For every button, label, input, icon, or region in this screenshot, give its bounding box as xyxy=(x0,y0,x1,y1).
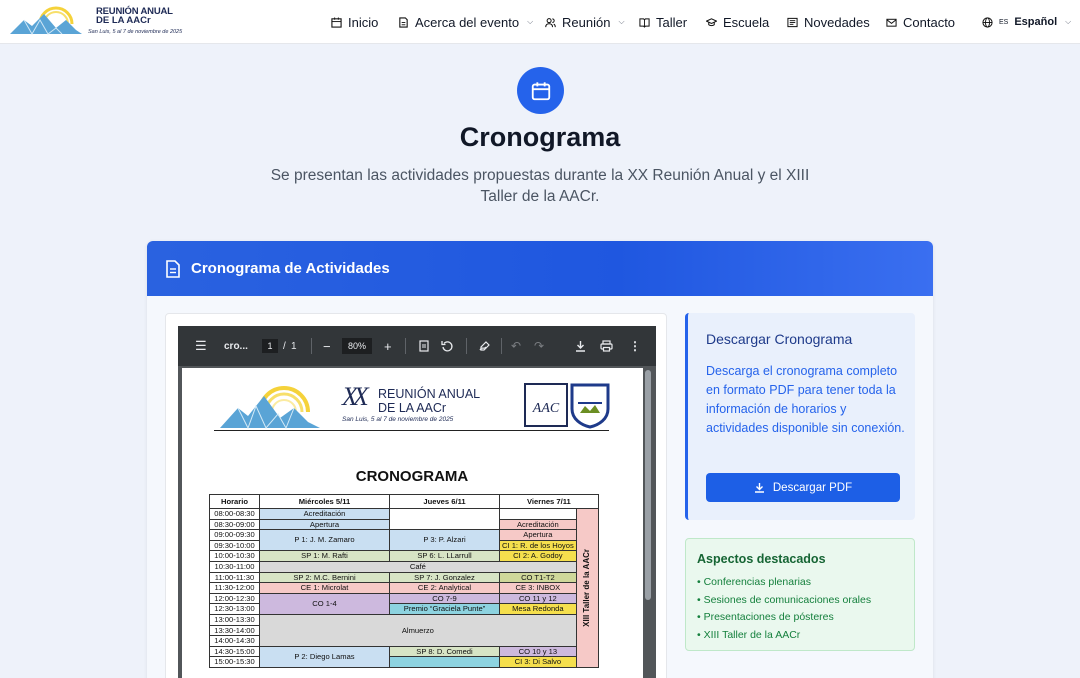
schedule-cell xyxy=(500,509,577,520)
time-cell: 13:30-14:00 xyxy=(210,625,260,636)
document-icon xyxy=(398,17,409,28)
menu-icon[interactable]: ☰ xyxy=(195,338,207,353)
download-panel xyxy=(685,313,915,520)
schedule-cell: P 2: Diego Lamas xyxy=(260,646,390,667)
schedule-cell: SP 1: M. Rafti xyxy=(260,551,390,562)
schedule-cell: CO 10 y 13 xyxy=(500,646,577,657)
page-count: 1 xyxy=(291,340,297,352)
highlights-list xyxy=(697,574,871,644)
users-icon xyxy=(545,17,556,28)
toolbar-divider xyxy=(466,338,467,354)
download-icon xyxy=(754,482,765,493)
globe-icon xyxy=(982,17,993,28)
nav-label: Contacto xyxy=(903,14,956,30)
list-item: • Presentaciones de pósteres xyxy=(697,611,834,623)
annotate-icon[interactable] xyxy=(478,340,491,353)
document-icon xyxy=(165,260,181,278)
taller-label: XIII Taller de la AACr xyxy=(582,549,592,627)
pdf-scrollbar[interactable] xyxy=(645,370,651,600)
calendar-icon xyxy=(331,17,342,28)
time-cell: 08:30-09:00 xyxy=(210,519,260,530)
pdf-header-line1: REUNIÓN ANUAL xyxy=(378,387,481,401)
nav-acerca-del-evento[interactable] xyxy=(398,0,533,44)
schedule-cell: SP 8: D. Comedi xyxy=(390,646,500,657)
book-icon xyxy=(639,17,650,28)
card-title: Cronograma de Actividades xyxy=(191,260,390,277)
schedule-cell: SP 6: L. LLarrull xyxy=(390,551,500,562)
download-title: Descargar Cronograma xyxy=(706,331,853,347)
chevron-down-icon: ⌵ xyxy=(618,17,625,26)
time-cell: 15:00-15:30 xyxy=(210,657,260,668)
print-icon[interactable] xyxy=(600,340,613,352)
time-cell: 08:00-08:30 xyxy=(210,509,260,520)
schedule-cell: Café xyxy=(260,561,577,572)
redo-icon[interactable]: ↷ xyxy=(534,339,545,353)
schedule-cell: P 1: J. M. Zamaro xyxy=(260,530,390,551)
schedule-cell xyxy=(390,509,500,530)
time-cell: 12:30-13:00 xyxy=(210,604,260,615)
pdf-viewer-container xyxy=(165,313,667,678)
download-pdf-button[interactable] xyxy=(706,473,900,502)
toolbar-divider xyxy=(501,338,502,354)
university-shield-logo xyxy=(570,383,610,429)
language-selector[interactable] xyxy=(982,0,1071,44)
download-description: Descarga el cronograma completo en formato PDF para tener toda la información de horarios y actividades disponible sin conexión. xyxy=(706,364,905,435)
schedule-cell: Almuerzo xyxy=(260,614,577,646)
page-title: Cronograma xyxy=(459,122,621,152)
taller-column xyxy=(576,509,598,668)
list-item: • Sesiones de comunicaciones orales xyxy=(697,593,872,606)
graduation-cap-icon xyxy=(706,17,717,28)
col-viernes: Viernes 7/11 xyxy=(500,495,599,509)
schedule-cell xyxy=(390,657,500,668)
chevron-down-icon: ⌵ xyxy=(1065,17,1072,26)
nav-label: Reunión xyxy=(562,14,611,30)
download-icon[interactable] xyxy=(575,340,586,352)
logo-title-line2: DE LA AACr xyxy=(96,15,151,26)
schedule-cell: Acreditación xyxy=(260,509,390,520)
mountain-logo-icon xyxy=(10,6,88,36)
schedule-cell: P 3: P. Alzari xyxy=(390,530,500,551)
chevron-down-icon: ⌵ xyxy=(527,17,534,26)
schedule-cell: Apertura xyxy=(500,530,577,541)
time-cell: 13:00-13:30 xyxy=(210,614,260,625)
pdf-header-line2: DE LA AACr xyxy=(378,401,447,415)
schedule-cell: CO 1-4 xyxy=(260,593,390,614)
time-cell: 14:30-15:00 xyxy=(210,646,260,657)
schedule-cell: CO T1-T2 xyxy=(500,572,577,583)
time-cell: 09:00-09:30 xyxy=(210,530,260,541)
nav-label: Novedades xyxy=(804,14,870,30)
pdf-heading: CRONOGRAMA xyxy=(355,468,469,485)
list-item: • Conferencias plenarias xyxy=(697,576,811,588)
schedule-card xyxy=(147,241,933,678)
time-cell: 11:30-12:00 xyxy=(210,583,260,594)
col-jueves: Jueves 6/11 xyxy=(390,495,500,509)
time-cell: 10:00-10:30 xyxy=(210,551,260,562)
page-subtitle: Se presentan las actividades propuestas durante la XX Reunión Anual y el XIII Taller de la AACr. xyxy=(270,167,810,205)
pdf-filename: cro... xyxy=(224,340,248,352)
nav-taller[interactable] xyxy=(639,0,687,44)
schedule-cell: Mesa Redonda xyxy=(500,604,577,615)
nav-contacto[interactable] xyxy=(886,0,955,44)
undo-icon[interactable]: ↶ xyxy=(511,339,522,353)
schedule-cell: Acreditación xyxy=(500,519,577,530)
time-cell: 14:00-14:30 xyxy=(210,636,260,647)
highlights-panel xyxy=(685,538,915,651)
zoom-out-icon[interactable]: − xyxy=(323,338,331,354)
col-miercoles: Miércoles 5/11 xyxy=(260,495,390,509)
site-logo[interactable] xyxy=(10,4,183,40)
nav-label: Acerca del evento xyxy=(415,14,520,30)
language-code: ES xyxy=(999,18,1009,26)
nav-reunion[interactable] xyxy=(545,0,625,44)
fit-page-icon[interactable] xyxy=(419,340,429,352)
zoom-in-icon[interactable]: + xyxy=(384,338,392,354)
schedule-cell: CI 2: A. Godoy xyxy=(500,551,577,562)
schedule-cell: CE 3: INBOX xyxy=(500,583,577,594)
aacr-logo xyxy=(524,383,568,427)
mail-icon xyxy=(886,17,897,28)
zoom-level[interactable]: 80% xyxy=(342,338,372,354)
calendar-icon xyxy=(517,67,564,114)
toolbar-divider xyxy=(405,338,406,354)
time-cell: 10:30-11:00 xyxy=(210,561,260,572)
schedule-cell: CE 2: Analytical xyxy=(390,583,500,594)
pdf-header-line3: San Luis, 5 al 7 de noviembre de 2025 xyxy=(342,416,454,423)
newspaper-icon xyxy=(787,17,798,28)
toolbar-divider xyxy=(311,338,312,354)
schedule-cell: CI 3: Di Salvo xyxy=(500,657,577,668)
schedule-cell: CO 11 y 12 xyxy=(500,593,577,604)
pdf-header-rule xyxy=(214,430,609,431)
schedule-cell: Apertura xyxy=(260,519,390,530)
nav-label: Inicio xyxy=(348,14,379,30)
schedule-cell: CI 1: R. de los Hoyos xyxy=(500,540,577,551)
schedule-cell: CO 7-9 xyxy=(390,593,500,604)
nav-escuela[interactable] xyxy=(706,0,769,44)
page-number-input[interactable]: 1 xyxy=(262,339,278,353)
card-header xyxy=(147,241,933,296)
schedule-cell: Premio “Graciela Punte” xyxy=(390,604,500,615)
time-cell: 09:30-10:00 xyxy=(210,540,260,551)
schedule-cell: CE 1: Microlat xyxy=(260,583,390,594)
logo-tagline: San Luis, 5 al 7 de noviembre de 2025 xyxy=(88,29,183,35)
more-options-icon[interactable]: ⋮ xyxy=(629,339,641,353)
list-item: • XIII Taller de la AACr xyxy=(697,628,801,641)
rotate-icon[interactable] xyxy=(441,340,454,353)
logo-title-line1: REUNIÓN ANUAL xyxy=(96,6,173,17)
page-separator: / xyxy=(283,340,286,352)
schedule-table xyxy=(209,494,599,668)
pdf-roman-numeral: XX xyxy=(342,382,364,411)
time-cell: 11:00-11:30 xyxy=(210,572,260,583)
nav-label: Taller xyxy=(656,14,688,30)
pdf-viewer[interactable] xyxy=(178,326,656,678)
col-horario: Horario xyxy=(210,495,260,509)
nav-inicio[interactable] xyxy=(331,0,378,44)
pdf-toolbar xyxy=(178,326,656,366)
time-cell: 12:00-12:30 xyxy=(210,593,260,604)
nav-label: Escuela xyxy=(723,14,770,30)
language-label: Español xyxy=(1014,16,1058,28)
schedule-cell: SP 2: M.C. Bernini xyxy=(260,572,390,583)
svg-text:AAC: AAC xyxy=(532,401,560,416)
nav-novedades[interactable] xyxy=(787,0,870,44)
schedule-cell: SP 7: J. Gonzalez xyxy=(390,572,500,583)
download-button-label: Descargar PDF xyxy=(772,481,853,494)
highlights-title: Aspectos destacados xyxy=(697,552,826,566)
top-navbar xyxy=(0,0,1080,44)
pdf-page xyxy=(182,368,643,678)
event-mountain-logo xyxy=(220,384,324,430)
